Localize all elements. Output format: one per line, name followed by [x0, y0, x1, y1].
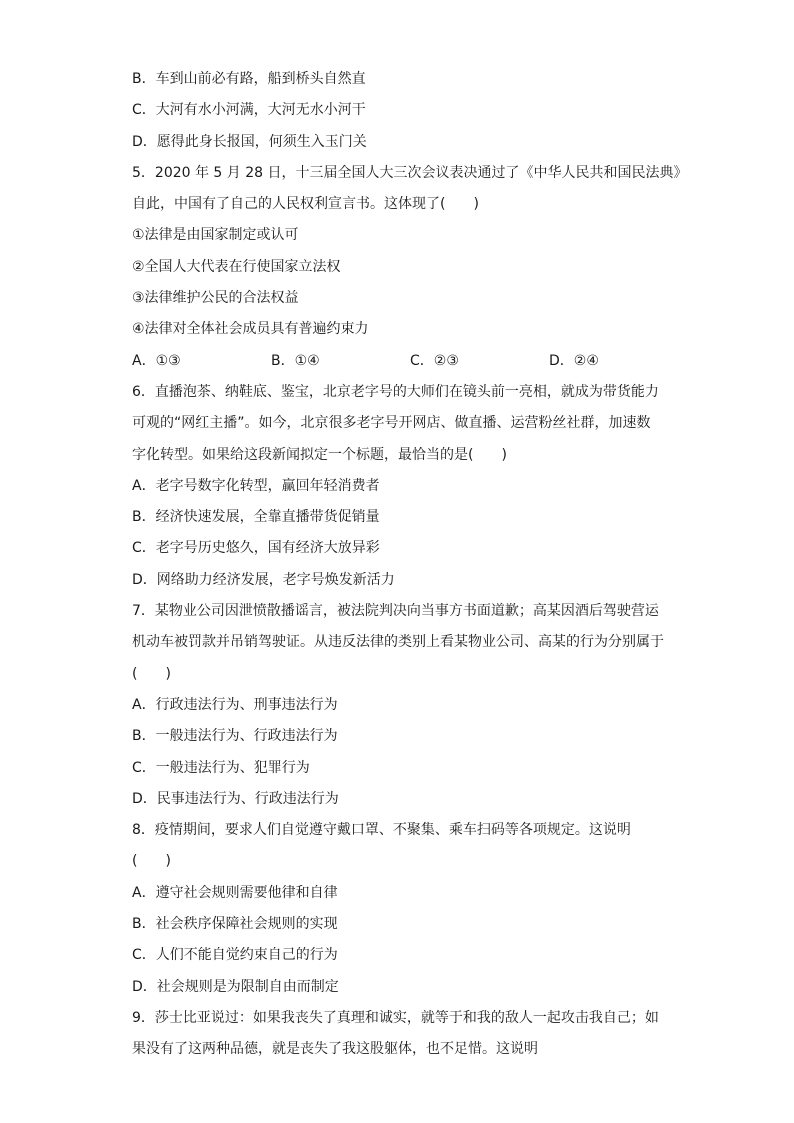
choice-option: D．②④ — [549, 352, 599, 369]
exam-content — [132, 64, 688, 1066]
text-line: D．网络助力经济发展，老字号焕发新活力 — [132, 571, 395, 588]
text-line: 7．某物业公司因泄愤散播谣言，被法院判决向当事方书面道歉；高某因酒后驾驶营运 — [132, 603, 659, 620]
text-line: 字化转型。如果给这段新闻拟定一个标题，最恰当的是( ) — [132, 446, 507, 463]
text-line: 可观的“网红主播”。如今，北京很多老字号开网店、做直播、运营粉丝社群，加速数 — [132, 415, 651, 432]
text-line: B．经济快速发展，全靠直播带货促销量 — [132, 509, 380, 526]
text-line: D．社会规则是为限制自由而制定 — [132, 978, 339, 995]
text-line: A．行政违法行为、刑事违法行为 — [132, 696, 338, 713]
choice-row — [132, 346, 677, 377]
choice-option: A．①③ — [132, 352, 181, 369]
text-line: D．民事违法行为、行政违法行为 — [132, 790, 339, 807]
text-line: 8．疫情期间，要求人们自觉遵守戴口罩、不聚集、乘车扫码等各项规定。这说明 — [132, 822, 631, 839]
text-line: ( ) — [132, 665, 171, 682]
text-line: C．人们不能自觉约束自己的行为 — [132, 947, 338, 964]
text-line: B．一般违法行为、行政违法行为 — [132, 728, 338, 745]
text-line: C．大河有水小河满，大河无水小河干 — [132, 102, 366, 119]
text-line: ④法律对全体社会成员具有普遍约束力 — [132, 321, 369, 338]
text-line: ②全国人大代表在行使国家立法权 — [132, 258, 341, 275]
text-line: ( ) — [132, 853, 171, 870]
text-line: B．社会秩序保障社会规则的实现 — [132, 916, 338, 933]
text-line: 6．直播泡茶、纳鞋底、鉴宝，北京老字号的大师们在镜头前一亮相，就成为带货能力 — [132, 383, 659, 400]
text-line: B．车到山前必有路，船到桥头自然直 — [132, 71, 366, 87]
text-line: D．愿得此身长报国，何须生入玉门关 — [132, 133, 367, 150]
text-line: A．老字号数字化转型，赢回年轻消费者 — [132, 477, 380, 494]
text-line: A．遵守社会规则需要他律和自律 — [132, 884, 338, 901]
choice-option: B．①④ — [271, 352, 320, 369]
text-line: 9．莎士比亚说过：如果我丧失了真理和诚实，就等于和我的敌人一起攻击我自己；如 — [132, 1009, 659, 1026]
choice-option: C．②③ — [410, 352, 459, 369]
text-line: C．一般违法行为、犯罪行为 — [132, 759, 310, 776]
text-line: ①法律是由国家制定或认可 — [132, 227, 299, 244]
text-line: 自此，中国有了自己的人民权利宣言书。这体现了( ) — [132, 196, 479, 213]
text-line: C．老字号历史悠久，国有经济大放异彩 — [132, 540, 380, 557]
text-line: 5．2020 年 5 月 28 日，十三届全国人大三次会议表决通过了《中华人民共和国民法典》 — [132, 164, 688, 181]
text-line: 机动车被罚款并吊销驾驶证。从违反法律的类别上看某物业公司、高某的行为分别属于 — [132, 634, 664, 651]
text-line: 果没有了这两种品德，就是丧失了我这股躯体，也不足惜。这说明 — [132, 1041, 538, 1058]
text-line: ③法律维护公民的合法权益 — [132, 290, 299, 307]
